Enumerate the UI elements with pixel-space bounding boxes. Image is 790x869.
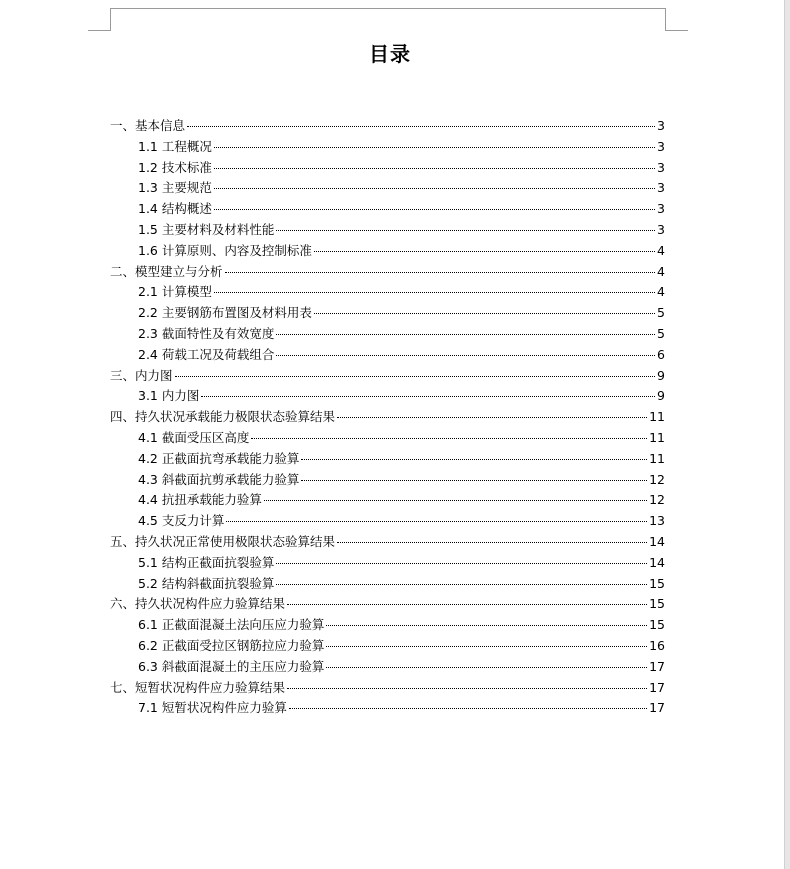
toc-dot-leader [276, 584, 647, 585]
toc-entry-label: 一、基本信息 [110, 118, 186, 133]
toc-entry-label: 4.3 斜截面抗剪承载能力验算 [138, 471, 300, 487]
toc-entry-page-number: 4 [657, 242, 665, 258]
toc-entry-page-number: 17 [649, 679, 665, 695]
toc-entry-section[interactable] [110, 698, 665, 719]
toc-entry-section[interactable] [110, 386, 665, 407]
toc-entry-page-number: 3 [657, 159, 665, 175]
toc-entry-section[interactable] [110, 615, 665, 636]
toc-entry-label: 1.2 技术标准 [138, 159, 212, 175]
toc-title: 目录 [369, 42, 411, 66]
toc-entry-section[interactable] [110, 199, 665, 220]
toc-entry-page-number: 17 [649, 700, 665, 716]
toc-entry-section[interactable] [110, 158, 665, 179]
toc-entry-label: 5.1 结构正截面抗裂验算 [138, 554, 275, 570]
table-of-contents [110, 116, 665, 719]
toc-entry-page-number: 3 [657, 221, 665, 237]
toc-entry-label: 五、持久状况正常使用极限状态验算结果 [110, 533, 336, 549]
toc-dot-leader [301, 480, 647, 481]
toc-entry-page-number: 9 [657, 367, 665, 383]
toc-entry-label: 4.2 正截面抗弯承载能力验算 [138, 450, 300, 466]
toc-entry-section[interactable] [110, 449, 665, 470]
toc-entry-section[interactable] [110, 345, 665, 366]
toc-entry-section[interactable] [110, 241, 665, 262]
toc-entry-chapter[interactable] [110, 366, 665, 387]
toc-dot-leader [276, 563, 647, 564]
toc-entry-page-number: 4 [657, 263, 665, 279]
toc-dot-leader [187, 126, 655, 127]
toc-dot-leader [276, 355, 655, 356]
toc-entry-label: 二、模型建立与分析 [110, 263, 223, 279]
toc-entry-label: 三、内力图 [110, 367, 173, 383]
toc-dot-leader [214, 188, 655, 189]
toc-entry-label: 1.6 计算原则、内容及控制标准 [138, 242, 312, 258]
toc-entry-page-number: 15 [649, 596, 665, 612]
toc-dot-leader [326, 625, 647, 626]
toc-dot-leader [287, 604, 647, 605]
toc-dot-leader [214, 209, 655, 210]
toc-entry-section[interactable] [110, 636, 665, 657]
toc-entry-label: 1.1 工程概况 [138, 138, 212, 154]
toc-dot-leader [289, 708, 647, 709]
toc-entry-label: 2.3 截面特性及有效宽度 [138, 325, 275, 341]
toc-dot-leader [337, 417, 647, 418]
toc-entry-page-number: 17 [649, 658, 665, 674]
toc-entry-page-number: 3 [657, 201, 665, 217]
crop-mark-top-left [88, 8, 111, 31]
toc-entry-label: 六、持久状况构件应力验算结果 [110, 596, 286, 612]
crop-mark-top-right [665, 8, 688, 31]
toc-dot-leader [314, 251, 655, 252]
toc-entry-chapter[interactable] [110, 262, 665, 283]
toc-entry-section[interactable] [110, 137, 665, 158]
toc-entry-label: 6.2 正截面受拉区钢筋拉应力验算 [138, 637, 325, 653]
toc-dot-leader [276, 334, 655, 335]
toc-entry-section[interactable] [110, 282, 665, 303]
toc-entry-section[interactable] [110, 657, 665, 678]
toc-entry-label: 3.1 内力图 [138, 388, 200, 404]
toc-entry-label: 1.4 结构概述 [138, 201, 212, 217]
toc-dot-leader [264, 500, 647, 501]
toc-entry-page-number: 12 [649, 471, 665, 487]
toc-dot-leader [214, 168, 655, 169]
toc-entry-page-number: 9 [657, 388, 665, 404]
toc-entry-page-number: 14 [649, 554, 665, 570]
toc-entry-chapter[interactable] [110, 532, 665, 553]
toc-entry-page-number: 16 [649, 637, 665, 653]
toc-dot-leader [201, 396, 655, 397]
toc-entry-label: 5.2 结构斜截面抗裂验算 [138, 575, 275, 591]
toc-entry-page-number: 11 [649, 409, 665, 425]
toc-entry-page-number: 6 [657, 346, 665, 362]
toc-dot-leader [301, 459, 647, 460]
toc-entry-label: 七、短暂状况构件应力验算结果 [110, 679, 286, 695]
toc-entry-section[interactable] [110, 511, 665, 532]
toc-entry-label: 四、持久状况承载能力极限状态验算结果 [110, 409, 336, 425]
toc-dot-leader [214, 292, 655, 293]
toc-dot-leader [314, 313, 655, 314]
toc-entry-page-number: 12 [649, 492, 665, 508]
toc-entry-page-number: 3 [657, 118, 665, 133]
toc-entry-chapter[interactable] [110, 407, 665, 428]
toc-entry-page-number: 4 [657, 284, 665, 300]
toc-entry-label: 2.1 计算模型 [138, 284, 212, 300]
header-boundary-line [110, 8, 665, 9]
toc-entry-label: 4.1 截面受压区高度 [138, 429, 250, 445]
toc-dot-leader [175, 376, 655, 377]
toc-entry-section[interactable] [110, 324, 665, 345]
toc-entry-page-number: 15 [649, 617, 665, 633]
toc-entry-page-number: 3 [657, 138, 665, 154]
toc-dot-leader [287, 688, 647, 689]
toc-dot-leader [276, 230, 655, 231]
toc-entry-section[interactable] [110, 553, 665, 574]
toc-entry-page-number: 14 [649, 533, 665, 549]
toc-dot-leader [226, 521, 647, 522]
toc-entry-page-number: 5 [657, 305, 665, 321]
window-right-edge [784, 0, 790, 869]
toc-entry-chapter[interactable] [110, 594, 665, 615]
toc-entry-page-number: 5 [657, 325, 665, 341]
toc-dot-leader [326, 646, 647, 647]
toc-entry-section[interactable] [110, 303, 665, 324]
toc-entry-page-number: 11 [649, 450, 665, 466]
toc-dot-leader [214, 147, 655, 148]
toc-entry-label: 4.4 抗扭承载能力验算 [138, 492, 262, 508]
toc-entry-label: 1.5 主要材料及材料性能 [138, 221, 275, 237]
toc-dot-leader [225, 272, 655, 273]
toc-entry-label: 7.1 短暂状况构件应力验算 [138, 700, 287, 716]
toc-entry-label: 6.1 正截面混凝土法向压应力验算 [138, 617, 325, 633]
toc-entry-section[interactable] [110, 178, 665, 199]
toc-entry-section[interactable] [110, 490, 665, 511]
toc-entry-label: 4.5 支反力计算 [138, 513, 225, 529]
toc-entry-label: 6.3 斜截面混凝土的主压应力验算 [138, 658, 325, 674]
toc-dot-leader [251, 438, 647, 439]
toc-dot-leader [326, 667, 647, 668]
toc-entry-label: 1.3 主要规范 [138, 180, 212, 196]
toc-entry-chapter[interactable] [110, 116, 665, 137]
toc-entry-page-number: 3 [657, 180, 665, 196]
toc-entry-section[interactable] [110, 220, 665, 241]
toc-dot-leader [337, 542, 647, 543]
toc-entry-chapter[interactable] [110, 678, 665, 699]
toc-entry-section[interactable] [110, 574, 665, 595]
toc-entry-label: 2.2 主要钢筋布置图及材料用表 [138, 305, 312, 321]
toc-entry-label: 2.4 荷载工况及荷载组合 [138, 346, 275, 362]
toc-entry-page-number: 11 [649, 429, 665, 445]
toc-entry-section[interactable] [110, 470, 665, 491]
toc-entry-section[interactable] [110, 428, 665, 449]
toc-entry-page-number: 15 [649, 575, 665, 591]
toc-entry-page-number: 13 [649, 513, 665, 529]
